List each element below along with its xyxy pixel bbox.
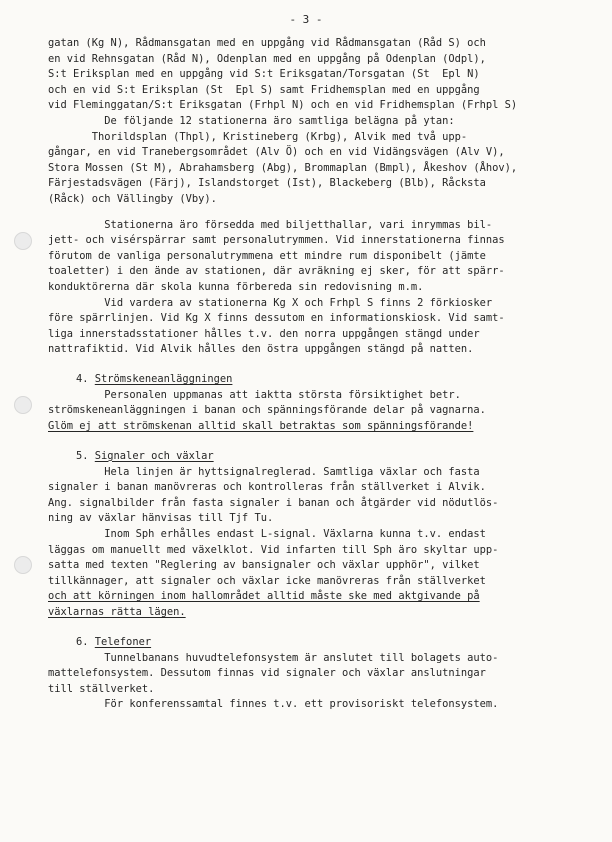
text-line: Ang. signalbilder från fasta signaler i banan och åtgärder vid nödutlös- [48,496,499,509]
text-line: gatan (Kg N), Rådmansgatan med en uppgång vid Rådmansgatan (Råd S) och [48,37,486,49]
section-title: Strömskeneanläggningen [94,372,233,385]
punch-hole [14,396,32,414]
section-number: 4. [76,372,89,385]
text-line: Stationerna äro försedda med biljetthallar, vari inrymmas bil- [48,218,493,231]
text-line: växlarnas rätta lägen. [48,606,186,618]
text-line: före spärrlinjen. Vid Kg X finns dessutom en informationskiosk. Vid samt- [48,312,505,325]
text-line: en vid Rehnsgatan (Råd N), Odenplan med en uppgång på Odenplan (Odpl), [48,52,486,65]
section-heading [76,447,588,465]
ticket-halls-paragraph [48,218,588,358]
text-line: S:t Eriksplan med en uppgång vid S:t Eriksgatan/Torsgatan (St Epl N) [48,68,480,81]
text-line: Vid vardera av stationerna Kg X och Frhpl S finns 2 förkiosker [48,296,493,309]
text-line: och att körningen inom hallområdet alltid måste ske med aktgivande på [48,590,480,603]
text-line: Tunnelbanans huvudtelefonsystem är anslutet till bolagets auto- [48,651,499,664]
section-4 [48,370,588,435]
section-title: Telefoner [94,635,152,648]
section-5 [48,447,588,621]
text-line: Thorildsplan (Thpl), Kristineberg (Krbg), Alvik med två upp- [48,130,468,143]
text-line: jett- och visérspärrar samt personalutrymmen. Vid innerstationerna finnas [48,234,505,247]
text-line: och en vid S:t Eriksplan (St Epl S) samt Fridhemsplan med en uppgång [48,83,480,96]
text-line: satta med texten "Reglering av bansignaler och växlar upphör", vilket [48,559,480,572]
text-line: För konferenssamtal finnes t.v. ett provisoriskt telefonsystem. [48,698,499,711]
text-line: toaletter) i den ände av stationen, där avräkning ej sker, för att spärr- [48,265,505,278]
text-line: (Råck) och Vällingby (Vby). [48,192,217,205]
text-line: förutom de vanliga personalutrymmena ett mindre rum disponibelt (jämte [48,249,486,262]
text-line: strömskeneanläggningen i banan och spänningsförande delar på vagnarna. [48,404,486,417]
document-body [48,36,588,713]
text-line: Glöm ej att strömskenan alltid skall betraktas som spänningsförande! [48,420,474,433]
text-line: Inom Sph erhålles endast L-signal. Växlarna kunna t.v. endast [48,528,486,541]
text-line: till ställverket. [48,682,155,695]
section-number: 6. [76,635,89,648]
text-line: vid Fleminggatan/S:t Eriksgatan (Frhpl N) och en vid Fridhemsplan (Frhpl S) [48,99,518,112]
text-line: Färjestadsvägen (Färj), Islandstorget (Ist), Blackeberg (Blb), Råcksta [48,177,486,190]
punch-hole [14,556,32,574]
text-line: De följande 12 stationerna äro samtliga belägna på ytan: [48,114,455,127]
stations-paragraph [48,36,588,208]
section-title: Signaler och växlar [94,449,214,462]
text-line: Hela linjen är hyttsignalreglerad. Samtliga växlar och fasta [48,465,480,478]
text-line: signaler i banan manövreras och kontrolleras från ställverket i Alvik. [48,481,486,494]
text-line: mattelefonsystem. Dessutom finnas vid signaler och växlar anslutningar [48,667,486,680]
section-6 [48,633,588,713]
text-line: konduktörerna där skola kunna förbereda sin redovisning m.m. [48,280,424,293]
text-line: gångar, en vid Tranebergsområdet (Alv Ö) och en vid Vidängsvägen (Alv V), [48,146,505,159]
text-line: Stora Mossen (St M), Abrahamsberg (Abg), Brommaplan (Bmpl), Åkeshov (Åhov), [48,161,518,174]
text-line: ning av växlar hänvisas till Tjf Tu. [48,512,274,525]
section-heading [76,370,588,388]
section-heading [76,633,588,651]
punch-hole [14,232,32,250]
text-line: tillkännager, att signaler och växlar icke manövreras från ställverket [48,574,486,587]
section-number: 5. [76,449,89,462]
text-line: nattrafiktid. Vid Alvik hålles den östra uppgången stängd på natten. [48,343,474,356]
page-number: - 3 - [289,13,323,26]
text-line: Personalen uppmanas att iaktta största försiktighet betr. [48,388,461,401]
text-line: liga innerstadsstationer hålles t.v. den norra uppgången stängd under [48,327,480,340]
text-line: läggas om manuellt med växelklot. Vid infarten till Sph äro skyltar upp- [48,543,499,556]
